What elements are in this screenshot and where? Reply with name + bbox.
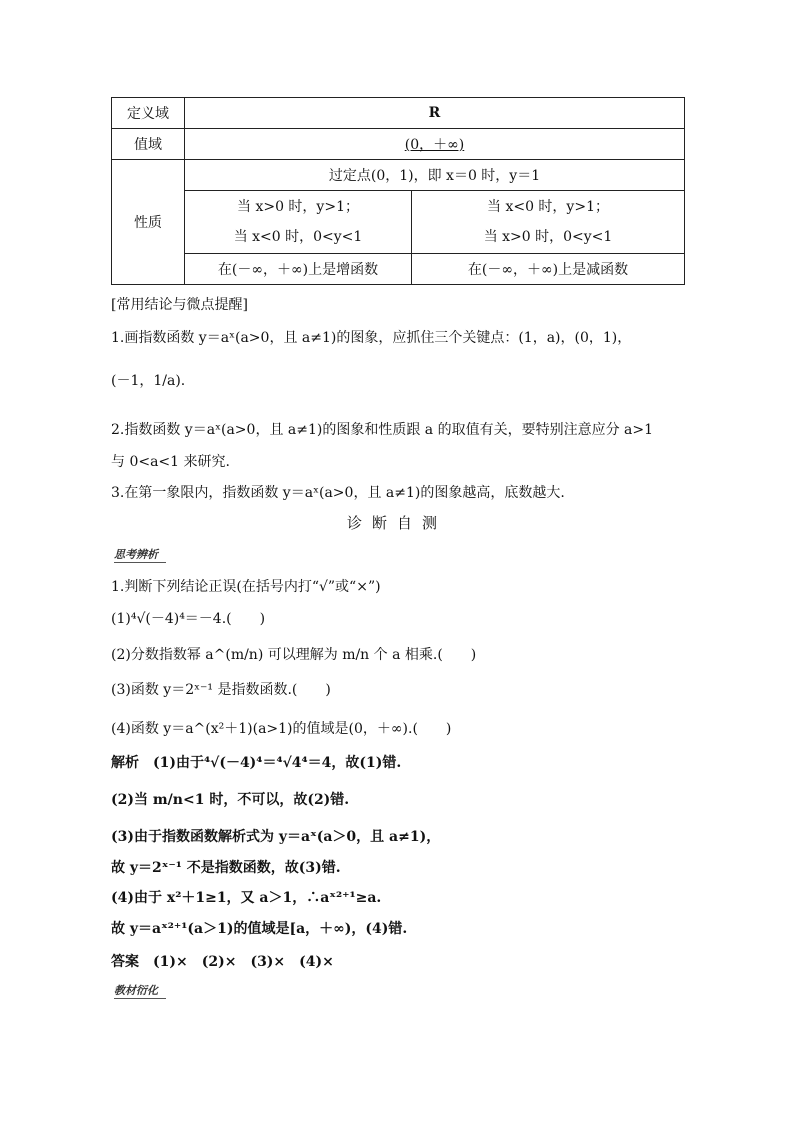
right-monotonic: 在(－∞，＋∞)上是减函数 (412, 254, 685, 285)
solution-2: (2)当 m/n<1 时，不可以，故(2)错. (111, 792, 350, 808)
question-heading: 1.判断下列结论正误(在括号内打“√”或“×”) (111, 579, 381, 595)
question-2: (2)分数指数幂 a^(m/n) 可以理解为 m/n 个 a 相乘.( ) (111, 647, 477, 663)
table-row-range (112, 129, 685, 160)
tag-textbook: 教材衍化 (114, 982, 166, 999)
note-2a: 2.指数函数 y＝aˣ(a>0，且 a≠1)的图象和性质跟 a 的取值有关，要特别注意应分 a>1 (111, 422, 654, 438)
table-row-monotonic (112, 254, 685, 285)
table-row-cases (112, 191, 685, 254)
right-cases (412, 191, 685, 254)
range-value: (0，＋∞) (185, 129, 685, 160)
fixed-point: 过定点(0，1)，即 x＝0 时，y＝1 (185, 160, 685, 191)
solution-1: 解析 (1)由于⁴√(－4)⁴＝⁴√4⁴＝4，故(1)错. (111, 755, 402, 771)
note-2b: 与 0<a<1 来研究. (111, 454, 230, 470)
solution-3b: 故 y＝2ˣ⁻¹ 不是指数函数，故(3)错. (111, 860, 341, 876)
table-row-fixed-point (112, 160, 685, 191)
left-case-2: 当 x<0 时，0<y<1 (233, 229, 363, 245)
domain-label: 定义域 (112, 98, 185, 129)
note-1b: (－1，1/a). (111, 373, 186, 389)
left-cases (185, 191, 412, 254)
left-monotonic: 在(－∞，＋∞)上是增函数 (185, 254, 412, 285)
note-1a: 1.画指数函数 y＝aˣ(a>0，且 a≠1)的图象，应抓住三个关键点：(1，a)，(0，1)， (111, 330, 632, 346)
section-title: 诊断自测 (346, 514, 447, 532)
right-case-1: 当 x<0 时，y>1； (487, 199, 609, 215)
properties-table (111, 97, 685, 285)
solution-4a: (4)由于 x²＋1≥1，又 a＞1，∴aˣ²⁺¹≥a. (111, 890, 382, 906)
notes-heading: [常用结论与微点提醒] (111, 297, 248, 313)
question-1: (1)⁴√(－4)⁴＝－4.( ) (111, 611, 266, 627)
question-4: (4)函数 y＝a^(x²＋1)(a>1)的值域是(0，＋∞).( ) (111, 721, 452, 737)
table-row-domain (112, 98, 685, 129)
answer: 答案 (1)× (2)× (3)× (4)× (111, 954, 334, 970)
note-3: 3.在第一象限内，指数函数 y＝aˣ(a>0，且 a≠1)的图象越高，底数越大. (111, 485, 565, 501)
tag-thinking: 思考辨析 (114, 546, 166, 563)
solution-3a: (3)由于指数函数解析式为 y＝aˣ(a＞0，且 a≠1)， (111, 829, 441, 845)
range-label: 值域 (112, 129, 185, 160)
question-3: (3)函数 y＝2ˣ⁻¹ 是指数函数.( ) (111, 682, 331, 698)
solution-4b: 故 y＝aˣ²⁺¹(a＞1)的值域是[a，＋∞)，(4)错. (111, 921, 408, 937)
domain-value: R (185, 98, 685, 129)
right-case-2: 当 x>0 时，0<y<1 (483, 229, 613, 245)
properties-label: 性质 (112, 160, 185, 285)
left-case-1: 当 x>0 时，y>1； (237, 199, 359, 215)
